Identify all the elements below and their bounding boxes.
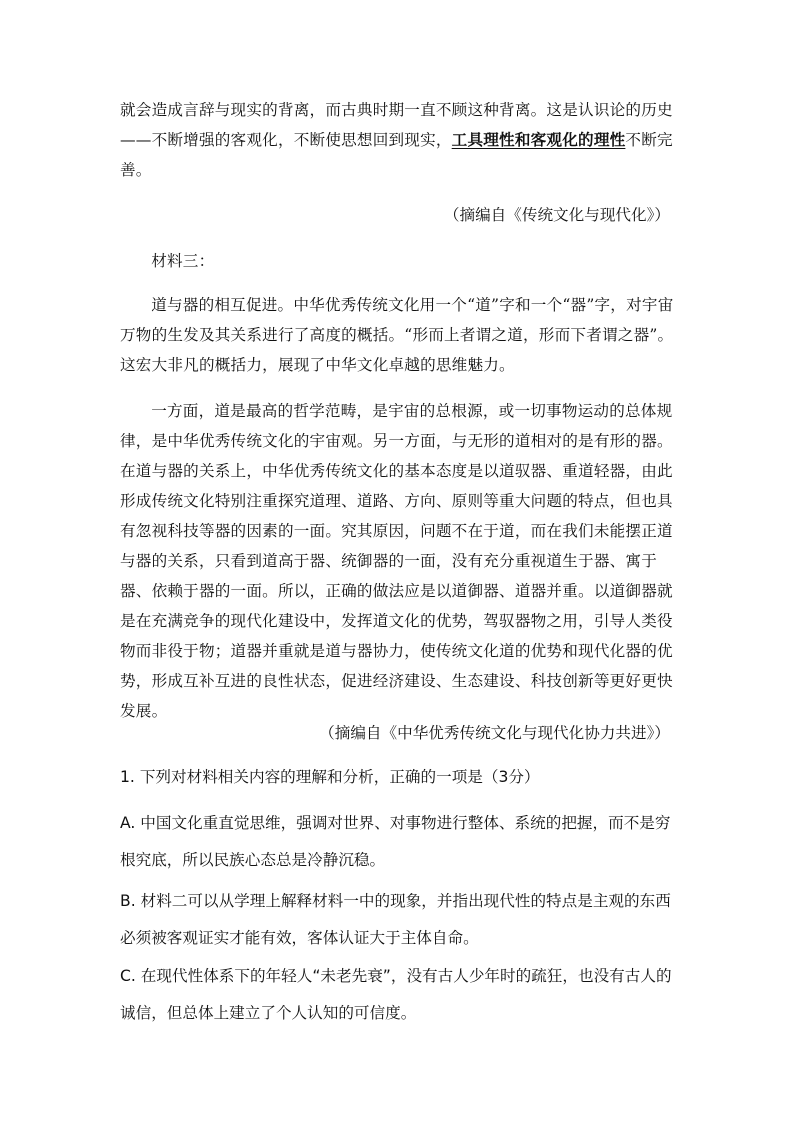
emphasized-phrase: 工具理性和客观化的理性 [451, 130, 626, 149]
paragraph-text: 就会造成言辞与现实的背离，而古典时期一直不顾这种背离。这是认识论的历史——不断增强的客观化，不断使思想回到现实， [120, 101, 673, 149]
option-c: C. 在现代性体系下的年轻人“未老先衰”，没有古人少年时的疏狂，也没有古人的诚信，但总体上建立了个人认知的可信度。 [120, 967, 672, 1022]
paragraph-dao-qi: 道与器的相互促进。中华优秀传统文化用一个“道”字和一个“器”字，对宇宙万物的生发及其关系进行了高度的概括。“形而上者谓之道，形而下者谓之器”。这宏大非凡的概括力，展现了中华文化卓越的思维魅力。 [120, 296, 674, 374]
material-3-label: 材料三： [151, 252, 215, 270]
option-a: A. 中国文化重直觉思维，强调对世界、对事物进行整体、系统的把握，而不是穷根究底，所以民族心态总是冷静沉稳。 [120, 814, 671, 869]
source-citation-3: （摘编自《中华优秀传统文化与现代化协力共进》） [319, 724, 670, 742]
paragraph-epistemology [120, 95, 678, 185]
source-citation-2: （摘编自《传统文化与现代化》） [443, 206, 670, 224]
question-1: 1. 下列对材料相关内容的理解和分析，正确的一项是（3分） [120, 768, 540, 786]
paragraph-one-hand: 一方面，道是最高的哲学范畴，是宇宙的总根源，或一切事物运动的总体规律，是中华优秀传统文化的宇宙观。另一方面，与无形的道相对的是有形的器。在道与器的关系上，中华优秀传统文化的基本态度是以道驭器、重道轻器，由此形成传统文化特别注重探究道理、道路、方向、原则等重大问题的特点，但也具有忽视科技等器的因素的一面。究其原因，问题不在于道，而在我们未能摆正道与器的关系，只看到道高于器、统御器的一面，没有充分重视道生于器、寓于器、依赖于器的一面。所以，正确的做法应是以道御器、道器并重。以道御器就是在充满竞争的现代化建设中，发挥道文化的优势，驾驭器物之用，引导人类役物而非役于物；道器并重就是道与器协力，使传统文化道的优势和现代化器的优势，形成互补互进的良性状态，促进经济建设、生态建设、科技创新等更好更快发展。 [120, 402, 673, 720]
paragraph-text-end: 不断完善。 [120, 131, 673, 179]
option-b: B. 材料二可以从学理上解释材料一中的现象，并指出现代性的特点是主观的东西必须被客观证实才能有效，客体认证大于主体自命。 [120, 892, 671, 947]
